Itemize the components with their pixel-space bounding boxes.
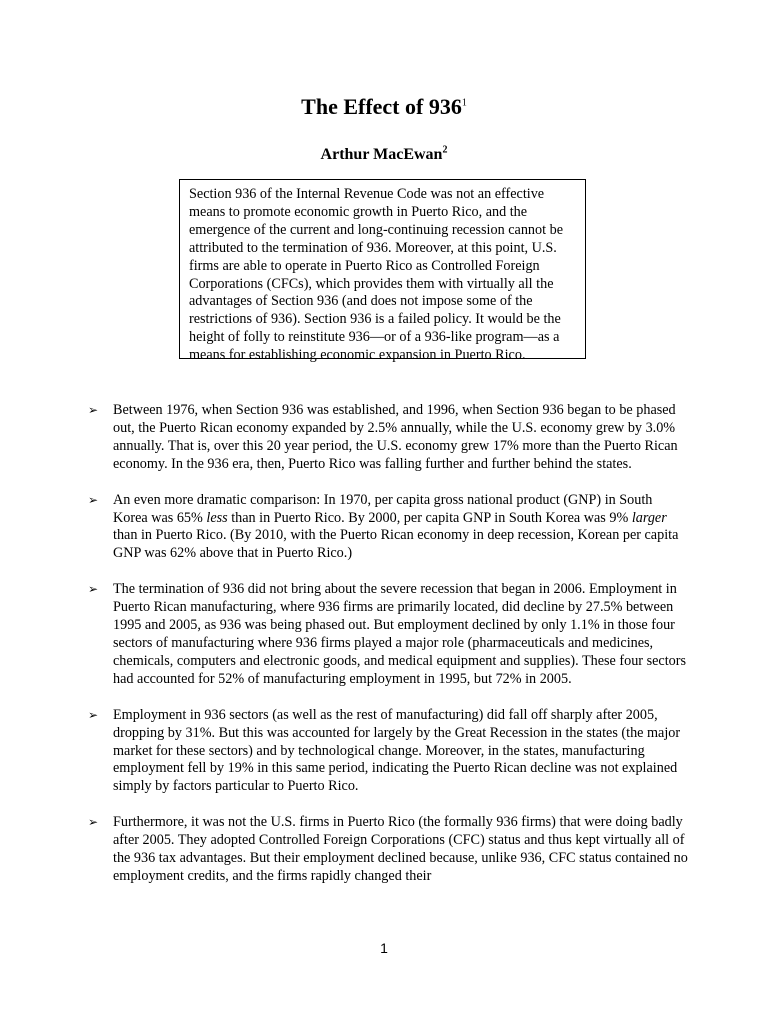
arrow-bullet-icon: ➢: [88, 707, 99, 722]
author-footnote-marker[interactable]: 2: [442, 144, 448, 156]
bullet-text: Between 1976, when Section 936 was established, and 1996, when Section 936 began to be phased out, the Puerto Rican economy expanded by 2.5% annually, while the U.S. economy grew by 3.0% annually. That is, over this 20 year period, the U.S. economy grew 17% more than the Puerto Rican economy. In the 936 era, then, Puerto Rico was falling further and further behind the states.: [113, 402, 678, 472]
bullet-text: Employment in 936 sectors (as well as the rest of manufacturing) did fall off sharply after 2005, dropping by 31%. But this was accounted for largely by the Great Recession in the states (the major market for these sectors) and by technological change. Moreover, in the states, manufacturing employment fell by 19% in this same period, indicating the Puerto Rican decline was not explained simply by factors particular to Puerto Rico.: [113, 706, 681, 795]
author-name: [0, 145, 768, 165]
bullet-item-1: [88, 402, 690, 474]
bullet-text: [113, 492, 678, 562]
bullet-text: Furthermore, it was not the U.S. firms in Puerto Rico (the formally 936 firms) that were doing badly after 2005. They adopted Controlled Foreign Corporations (CFC) status and thus kept virtually all of the 936 tax advantages. But their employment declined because, unlike 936, CFC status contained no employment credits, and the firms rapidly changed their: [113, 814, 688, 884]
bullet-text-part: than in Puerto Rico. By 2000, per capita GNP in South Korea was 9%: [227, 509, 632, 526]
abstract-text: Section 936 of the Internal Revenue Code was not an effective means to promote economic growth in Puerto Rico, and the emergence of the current and long-continuing recession cannot be attributed to the termination of 936. Moreover, at this point, U.S. firms are able to operate in Puerto Rico as Controlled Foreign Corporations (CFCs), which provides them with virtually all the advantages of Section 936 (and does not impose some of the restrictions of 936). Section 936 is a failed policy. It would be the height of folly to reinstitute 936—or of a 936-like program—as a means for establishing economic expansion in Puerto Rico.: [189, 186, 563, 364]
author-text: Arthur MacEwan: [320, 146, 443, 163]
bullet-item-2: [88, 492, 690, 564]
emphasis-text: larger: [631, 509, 667, 526]
page-number: 1: [380, 940, 388, 956]
bullet-item-3: [88, 581, 690, 688]
abstract-box: [179, 179, 586, 364]
page-title: [0, 94, 768, 120]
arrow-bullet-icon: ➢: [88, 582, 99, 597]
arrow-bullet-icon: ➢: [88, 492, 99, 507]
emphasis-text: less: [206, 509, 228, 526]
bullet-item-5: [88, 814, 690, 886]
bullet-text-part: than in Puerto Rico. (By 2010, with the Puerto Rican economy in deep recession, Korean per capita GNP was 62% above that in Puerto Rico.): [113, 527, 679, 562]
arrow-bullet-icon: ➢: [88, 403, 99, 417]
bullet-list: [88, 402, 690, 904]
title-text: The Effect of 936: [301, 94, 462, 119]
bullet-text: The termination of 936 did not bring about the severe recession that began in 2006. Employment in Puerto Rican manufacturing, where 936 firms are primarily located, did decline by 27.5% between 1995 and 2005, as 936 was being phased out. But employment declined by only 1.1% in those four sectors of manufacturing where 936 firms played a major role (pharmaceuticals and medicines, chemicals, computers and electronic goods, and medical equipment and supplies). These four sectors had accounted for 52% of manufacturing employment in 1995, but 72% in 2005.: [113, 581, 686, 687]
bullet-item-4: [88, 707, 690, 797]
bullet-text-part: An even more dramatic comparison: In 1970, per capita gross national product (GNP) in South Korea was 65%: [113, 491, 653, 526]
arrow-bullet-icon: ➢: [88, 815, 99, 830]
title-footnote-marker[interactable]: 1: [461, 97, 467, 109]
